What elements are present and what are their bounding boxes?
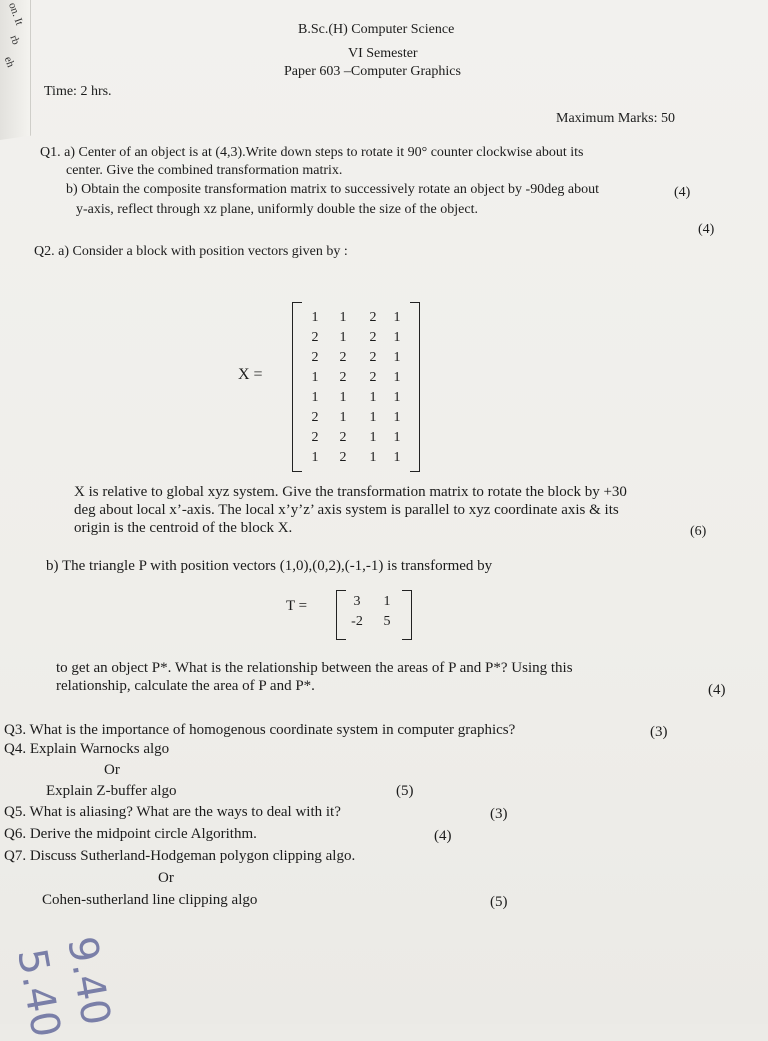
matrix-cell: 2 bbox=[369, 350, 377, 365]
matrix-cell: 1 bbox=[393, 430, 401, 445]
semester: VI Semester bbox=[348, 46, 418, 61]
matrix-x-label: X = bbox=[238, 366, 263, 383]
matrix-cell: 1 bbox=[369, 390, 377, 405]
matrix-cell: 1 bbox=[383, 594, 391, 609]
q1b-line2: y-axis, reflect through xz plane, uniformly double the size of the object. bbox=[76, 202, 478, 217]
matrix-cell: 5 bbox=[383, 614, 391, 629]
matrix-cell: 1 bbox=[339, 410, 347, 425]
q7-alt: Cohen-sutherland line clipping algo bbox=[42, 892, 258, 908]
matrix-row bbox=[292, 390, 420, 410]
matrix-cell: 1 bbox=[339, 310, 347, 325]
matrix-cell: 2 bbox=[339, 350, 347, 365]
q1b-line1: b) Obtain the composite transformation matrix to successively rotate an object by -90deg about bbox=[66, 182, 600, 197]
q4-or: Or bbox=[104, 762, 120, 778]
matrix-x bbox=[292, 302, 420, 472]
q3-marks: (3) bbox=[650, 724, 668, 740]
q2a-intro: Q2. a) Consider a block with position vectors given by : bbox=[34, 244, 348, 259]
matrix-cell: 1 bbox=[393, 410, 401, 425]
matrix-row bbox=[292, 370, 420, 390]
paper-title: Paper 603 –Computer Graphics bbox=[284, 64, 461, 79]
q5-text: Q5. What is aliasing? What are the ways to deal with it? bbox=[4, 804, 341, 820]
matrix-cell: 2 bbox=[339, 430, 347, 445]
matrix-cell: 2 bbox=[369, 370, 377, 385]
matrix-cell: 1 bbox=[311, 370, 319, 385]
matrix-cell: 1 bbox=[311, 390, 319, 405]
q4-marks: (5) bbox=[396, 783, 414, 799]
q5-marks: (3) bbox=[490, 806, 508, 822]
matrix-cell: 1 bbox=[393, 350, 401, 365]
matrix-cell: 1 bbox=[369, 430, 377, 445]
matrix-row bbox=[292, 410, 420, 430]
matrix-cell: 1 bbox=[393, 310, 401, 325]
matrix-cell: 1 bbox=[339, 390, 347, 405]
matrix-cell: 2 bbox=[339, 370, 347, 385]
matrix-row bbox=[292, 330, 420, 350]
handwritten-score: 9.40 bbox=[58, 933, 119, 1029]
q4-text: Q4. Explain Warnocks algo bbox=[4, 741, 170, 757]
edge-fragment: on. It bbox=[6, 1, 26, 27]
max-marks: Maximum Marks: 50 bbox=[556, 111, 675, 126]
q2a-line1: X is relative to global xyz system. Give the transformation matrix to rotate the block by +30 bbox=[74, 484, 627, 500]
q1a-marks: (4) bbox=[674, 185, 691, 200]
matrix-cell: 1 bbox=[311, 450, 319, 465]
q7-or: Or bbox=[158, 870, 174, 886]
q3-text: Q3. What is the importance of homogenous coordinate system in computer graphics? bbox=[4, 722, 516, 738]
matrix-cell: 1 bbox=[393, 330, 401, 345]
program-title: B.Sc.(H) Computer Science bbox=[298, 22, 455, 37]
exam-time: Time: 2 hrs. bbox=[44, 84, 112, 99]
matrix-row bbox=[336, 594, 412, 614]
q2b-intro: b) The triangle P with position vectors (1,0),(0,2),(-1,-1) is transformed by bbox=[46, 558, 493, 574]
edge-fragment: eh bbox=[1, 55, 17, 69]
matrix-cell: 1 bbox=[369, 410, 377, 425]
q7-text: Q7. Discuss Sutherland-Hodgeman polygon clipping algo. bbox=[4, 848, 356, 864]
matrix-cell: 2 bbox=[311, 350, 319, 365]
matrix-cell: 2 bbox=[369, 330, 377, 345]
q6-text: Q6. Derive the midpoint circle Algorithm. bbox=[4, 826, 257, 842]
q7-marks: (5) bbox=[490, 894, 508, 910]
q2b-line2: relationship, calculate the area of P and P*. bbox=[56, 678, 315, 694]
q2a-line3: origin is the centroid of the block X. bbox=[74, 520, 293, 536]
matrix-row bbox=[292, 450, 420, 470]
matrix-cell: 1 bbox=[393, 450, 401, 465]
q1a-line1: Q1. a) Center of an object is at (4,3).Write down steps to rotate it 90° counter clockwise about its bbox=[40, 145, 584, 160]
handwritten-score: 5.40 bbox=[8, 945, 69, 1041]
q2a-line2: deg about local x’-axis. The local x’y’z’ axis system is parallel to xyz coordinate axis & its bbox=[74, 502, 619, 518]
q2a-marks: (6) bbox=[690, 524, 707, 539]
matrix-cell: 2 bbox=[369, 310, 377, 325]
matrix-cell: 2 bbox=[311, 410, 319, 425]
matrix-row bbox=[292, 350, 420, 370]
matrix-cell: -2 bbox=[351, 614, 363, 629]
matrix-cell: 1 bbox=[393, 390, 401, 405]
edge-fragment: rb bbox=[7, 33, 22, 47]
matrix-cell: 1 bbox=[369, 450, 377, 465]
matrix-cell: 2 bbox=[311, 430, 319, 445]
q1b-marks: (4) bbox=[698, 222, 715, 237]
matrix-t bbox=[336, 590, 412, 640]
matrix-cell: 2 bbox=[339, 450, 347, 465]
matrix-cell: 3 bbox=[353, 594, 361, 609]
q2b-marks: (4) bbox=[708, 682, 726, 698]
matrix-row bbox=[336, 614, 412, 634]
matrix-row bbox=[292, 430, 420, 450]
q1a-line2: center. Give the combined transformation matrix. bbox=[66, 163, 343, 178]
matrix-t-label: T = bbox=[286, 598, 308, 614]
q2b-line1: to get an object P*. What is the relationship between the areas of P and P*? Using this bbox=[56, 660, 573, 676]
matrix-row bbox=[292, 310, 420, 330]
matrix-cell: 1 bbox=[311, 310, 319, 325]
matrix-cell: 1 bbox=[393, 370, 401, 385]
matrix-cell: 2 bbox=[311, 330, 319, 345]
q6-marks: (4) bbox=[434, 828, 452, 844]
q4-alt: Explain Z-buffer algo bbox=[46, 783, 177, 799]
matrix-cell: 1 bbox=[339, 330, 347, 345]
